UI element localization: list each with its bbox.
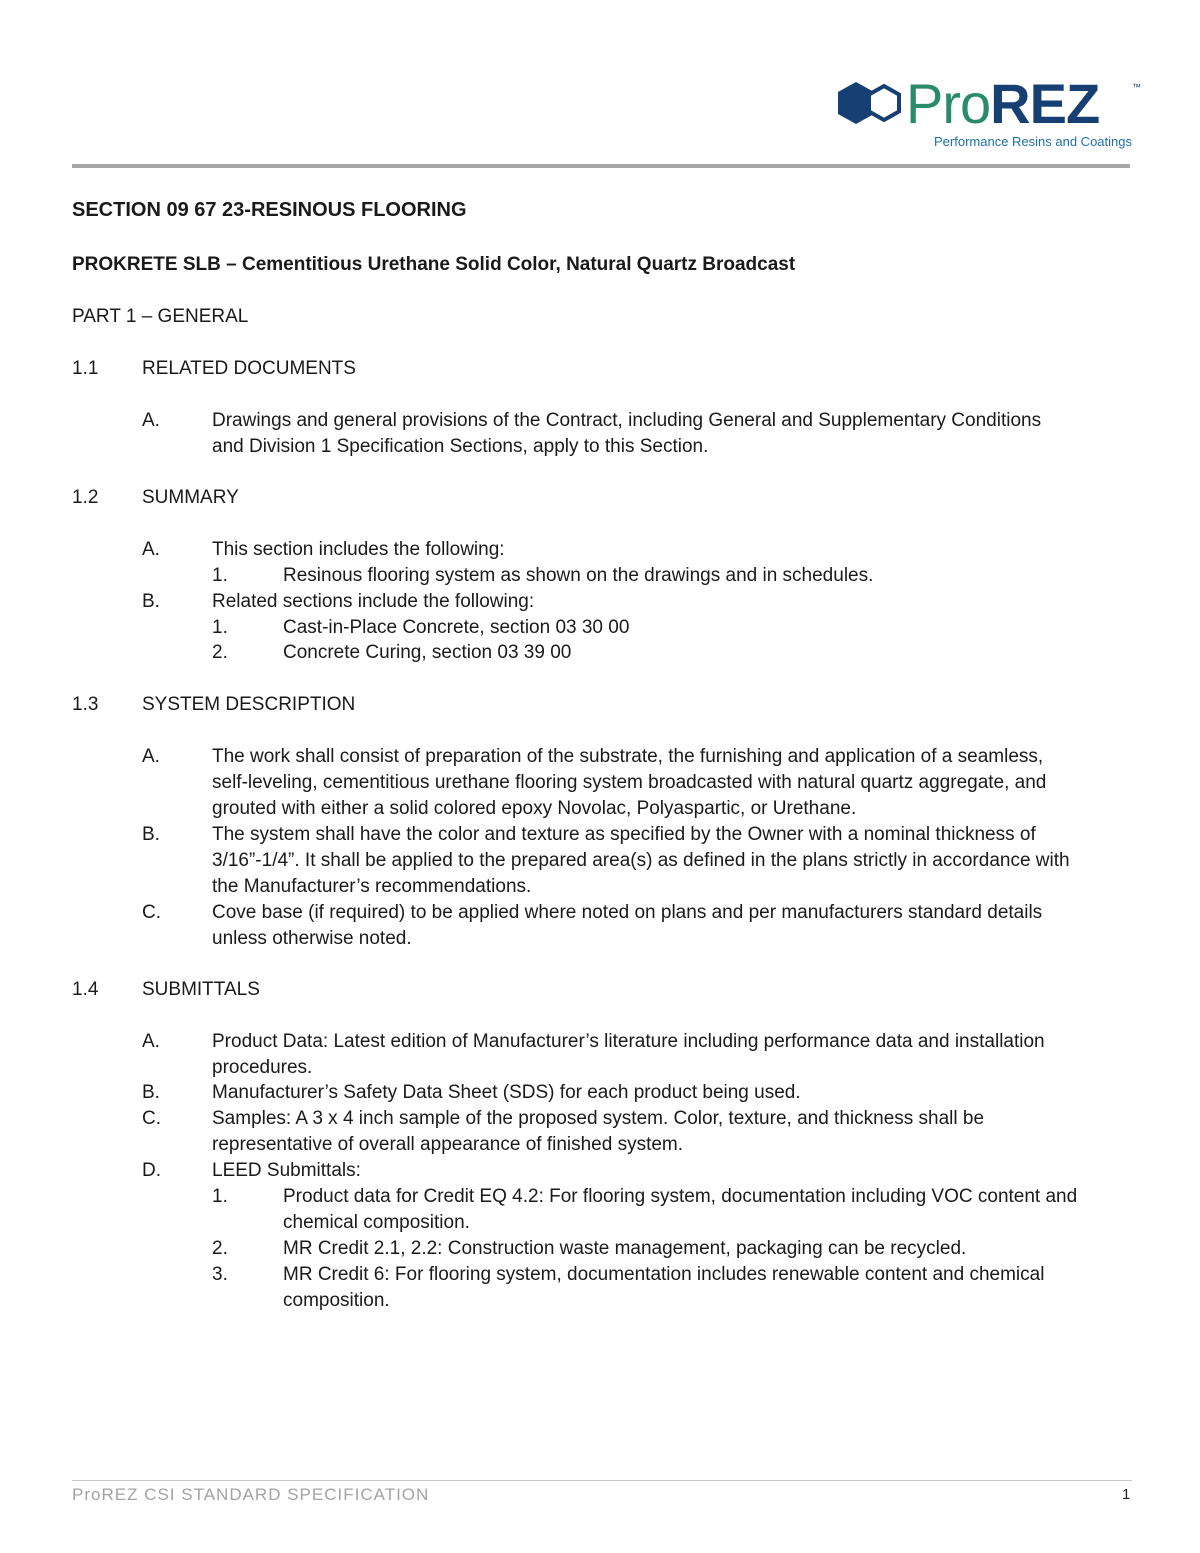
- subitem-text: Product data for Credit EQ 4.2: For flooring system, documentation including VOC content and: [283, 1186, 1078, 1207]
- subitem-label: 2.: [212, 1238, 228, 1259]
- item-text: Samples: A 3 x 4 inch sample of the proposed system. Color, texture, and thickness shall be: [212, 1108, 985, 1129]
- subitem-text: MR Credit 6: For flooring system, documentation includes renewable content and chemical: [283, 1264, 1045, 1285]
- section-number: 1.3: [72, 694, 99, 715]
- item-text: self-leveling, cementitious urethane flooring system broadcasted with natural quartz aggregate, and: [212, 772, 1047, 793]
- item-label: D.: [142, 1160, 161, 1181]
- logo-tagline: Performance Resins and Coatings: [934, 134, 1132, 149]
- item-text: grouted with either a solid colored epoxy Novolac, Polyaspartic, or Urethane.: [212, 798, 857, 819]
- header-divider: [72, 164, 1130, 168]
- item-label: B.: [142, 824, 160, 845]
- item-text: Product Data: Latest edition of Manufacturer’s literature including performance data and installation: [212, 1031, 1045, 1052]
- item-text: Related sections include the following:: [212, 591, 535, 612]
- item-label: A.: [142, 746, 160, 767]
- part-heading: PART 1 – GENERAL: [72, 306, 249, 327]
- item-label: B.: [142, 591, 160, 612]
- logo-word-rez: REZ: [990, 72, 1100, 135]
- section-number: 1.2: [72, 487, 99, 508]
- page-number: 1: [1122, 1486, 1131, 1503]
- section-heading: SUMMARY: [142, 487, 239, 508]
- subitem-text: Cast-in-Place Concrete, section 03 30 00: [283, 617, 630, 638]
- item-label: C.: [142, 1108, 161, 1129]
- footer-text: ProREZ CSI STANDARD SPECIFICATION: [72, 1485, 430, 1504]
- subitem-label: 1.: [212, 1186, 228, 1207]
- product-title: PROKRETE SLB – Cementitious Urethane Solid Color, Natural Quartz Broadcast: [72, 254, 796, 275]
- item-text: unless otherwise noted.: [212, 928, 412, 949]
- item-text: The work shall consist of preparation of the substrate, the furnishing and application of a seamless,: [212, 746, 1044, 767]
- subitem-label: 2.: [212, 642, 228, 663]
- item-text: Manufacturer’s Safety Data Sheet (SDS) for each product being used.: [212, 1082, 801, 1103]
- item-text: Cove base (if required) to be applied where noted on plans and per manufacturers standard details: [212, 902, 1043, 923]
- item-text: The system shall have the color and texture as specified by the Owner with a nominal thickness of: [212, 824, 1036, 845]
- subitem-label: 1.: [212, 617, 228, 638]
- footer-divider: [72, 1480, 1132, 1481]
- logo-wordmark: [906, 74, 1099, 134]
- prorez-logo: [836, 72, 1148, 156]
- section-title: SECTION 09 67 23-RESINOUS FLOORING: [72, 199, 467, 221]
- item-text: representative of overall appearance of finished system.: [212, 1134, 684, 1155]
- subitem-text: MR Credit 2.1, 2.2: Construction waste management, packaging can be recycled.: [283, 1238, 967, 1259]
- item-label: A.: [142, 410, 160, 431]
- item-text: the Manufacturer’s recommendations.: [212, 876, 532, 897]
- item-text: This section includes the following:: [212, 539, 505, 560]
- hexagon-logo-icon: [836, 78, 906, 134]
- subitem-label: 3.: [212, 1264, 228, 1285]
- section-heading: SYSTEM DESCRIPTION: [142, 694, 356, 715]
- item-text: LEED Submittals:: [212, 1160, 361, 1181]
- subitem-text: chemical composition.: [283, 1212, 470, 1233]
- section-number: 1.4: [72, 979, 99, 1000]
- subitem-label: 1.: [212, 565, 228, 586]
- subitem-text: Resinous flooring system as shown on the drawings and in schedules.: [283, 565, 874, 586]
- item-text: 3/16”-1/4”. It shall be applied to the prepared area(s) as defined in the plans strictly in accordance with: [212, 850, 1070, 871]
- logo-word-pro: Pro: [906, 72, 991, 135]
- section-heading: SUBMITTALS: [142, 979, 260, 1000]
- item-label: A.: [142, 539, 160, 560]
- item-text: and Division 1 Specification Sections, apply to this Section.: [212, 436, 709, 457]
- item-label: A.: [142, 1031, 160, 1052]
- section-number: 1.1: [72, 358, 99, 379]
- item-label: C.: [142, 902, 161, 923]
- item-text: Drawings and general provisions of the Contract, including General and Supplementary Conditions: [212, 410, 1042, 431]
- logo-trademark: ™: [1132, 82, 1141, 92]
- item-label: B.: [142, 1082, 160, 1103]
- subitem-text: composition.: [283, 1290, 390, 1311]
- item-text: procedures.: [212, 1057, 313, 1078]
- section-heading: RELATED DOCUMENTS: [142, 358, 356, 379]
- subitem-text: Concrete Curing, section 03 39 00: [283, 642, 572, 663]
